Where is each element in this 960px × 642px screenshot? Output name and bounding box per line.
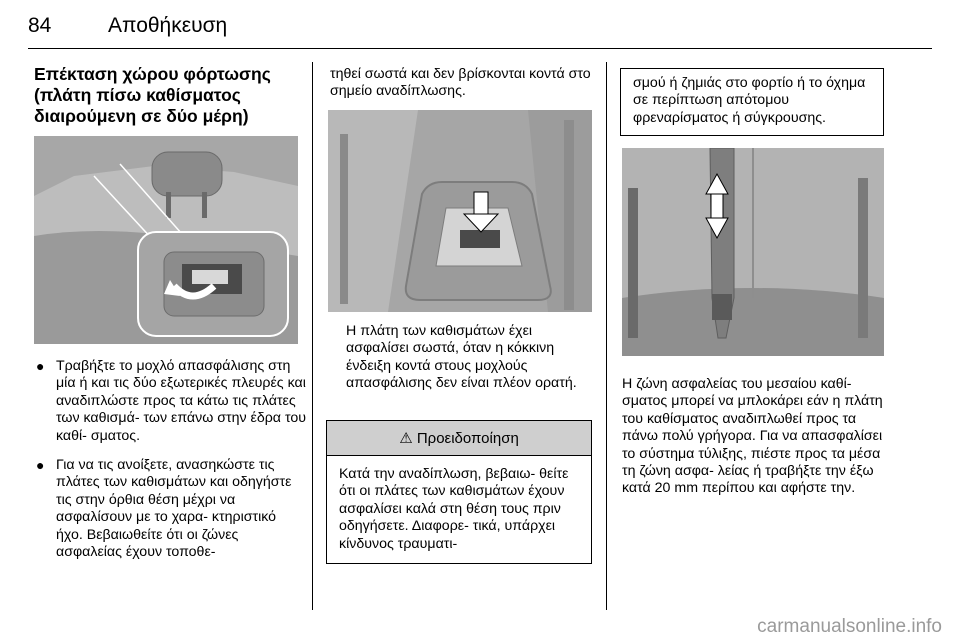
- section-heading: Επέκταση χώρου φόρτωσης (πλάτη πίσω καθίσματος διαιρούμενη σε δύο μέρη): [34, 64, 271, 126]
- warning-title-text: Προειδοποίηση: [416, 430, 519, 447]
- list-item-text: Τραβήξτε το μοχλό απασφάλισης στη μία ή και τις δύο εξωτερικές πλευρές και αναδιπλώστε προς τα κάτω τις πλάτες των καθισμά- των επάνω στην έδρα του καθί- σματος.: [56, 358, 306, 444]
- column-divider-2: [606, 62, 607, 610]
- figure-locked-indicator: [328, 110, 592, 312]
- figure-center-seat-belt: [622, 148, 884, 356]
- column-divider-1: [312, 62, 313, 610]
- instruction-list: [34, 358, 306, 573]
- list-item: [34, 358, 306, 445]
- warning-continued-box: σμού ή ζημιάς στο φορτίο ή το όχημα σε περίπτωση απότομου φρεναρίσματος ή σύγκρουσης.: [620, 68, 884, 136]
- header-rule: [28, 48, 932, 49]
- warning-box: [326, 420, 592, 564]
- seat-belt-paragraph: Η ζώνη ασφαλείας του μεσαίου καθί- σματος μπορεί να μπλοκάρει εάν η πλάτη του καθίσματος αναδιπλωθεί προς τα πάνω πολύ γρήγορα. Για να απασφαλίσει το σύστημα τύλιξης, πιέστε προς τα μέσα τη ζώνη ασφα- λείας ή τραβήξτε την έξω κατά 20 mm περίπου και αφήστε την.: [622, 376, 883, 497]
- bullet-icon: ●: [36, 457, 45, 474]
- list-item-text: Για να τις ανοίξετε, ανασηκώστε τις πλάτες των καθισμάτων και οδηγήστε τις στην όρθια θέση μέχρι να ασφαλίσουν με το χαρα- κτηριστικό ήχο. Βεβαιωθείτε ότι οι ζώνες ασφαλείας έχουν τοποθε-: [56, 457, 292, 561]
- list-item: [34, 457, 306, 561]
- continued-text: τηθεί σωστά και δεν βρίσκονται κοντά στο σημείο αναδίπλωσης.: [330, 66, 591, 100]
- warning-body: Κατά την αναδίπλωση, βεβαιω- θείτε ότι οι πλάτες των καθισμάτων έχουν ασφαλίσει καλά στη θέση τους πριν οδηγήσετε. Διαφορε- τικά, υπάρχει κίνδυνος τραυματι-: [339, 466, 569, 552]
- figure-caption: Η πλάτη των καθισμάτων έχει ασφαλίσει σωστά, όταν η κόκκινη ένδειξη κοντά στους μοχλούς απασφάλισης δεν είναι πλέον ορατή.: [346, 323, 577, 392]
- page-title: Αποθήκευση: [108, 14, 228, 37]
- warning-triangle-icon: ⚠: [399, 430, 413, 447]
- watermark: carmanualsonline.info: [757, 616, 942, 637]
- page-number: 84: [28, 14, 52, 37]
- bullet-icon: ●: [36, 358, 45, 374]
- page-header: [28, 14, 932, 50]
- warning-title: [327, 429, 591, 447]
- figure-release-lever: [34, 136, 298, 344]
- warning-title-bar: [327, 421, 591, 456]
